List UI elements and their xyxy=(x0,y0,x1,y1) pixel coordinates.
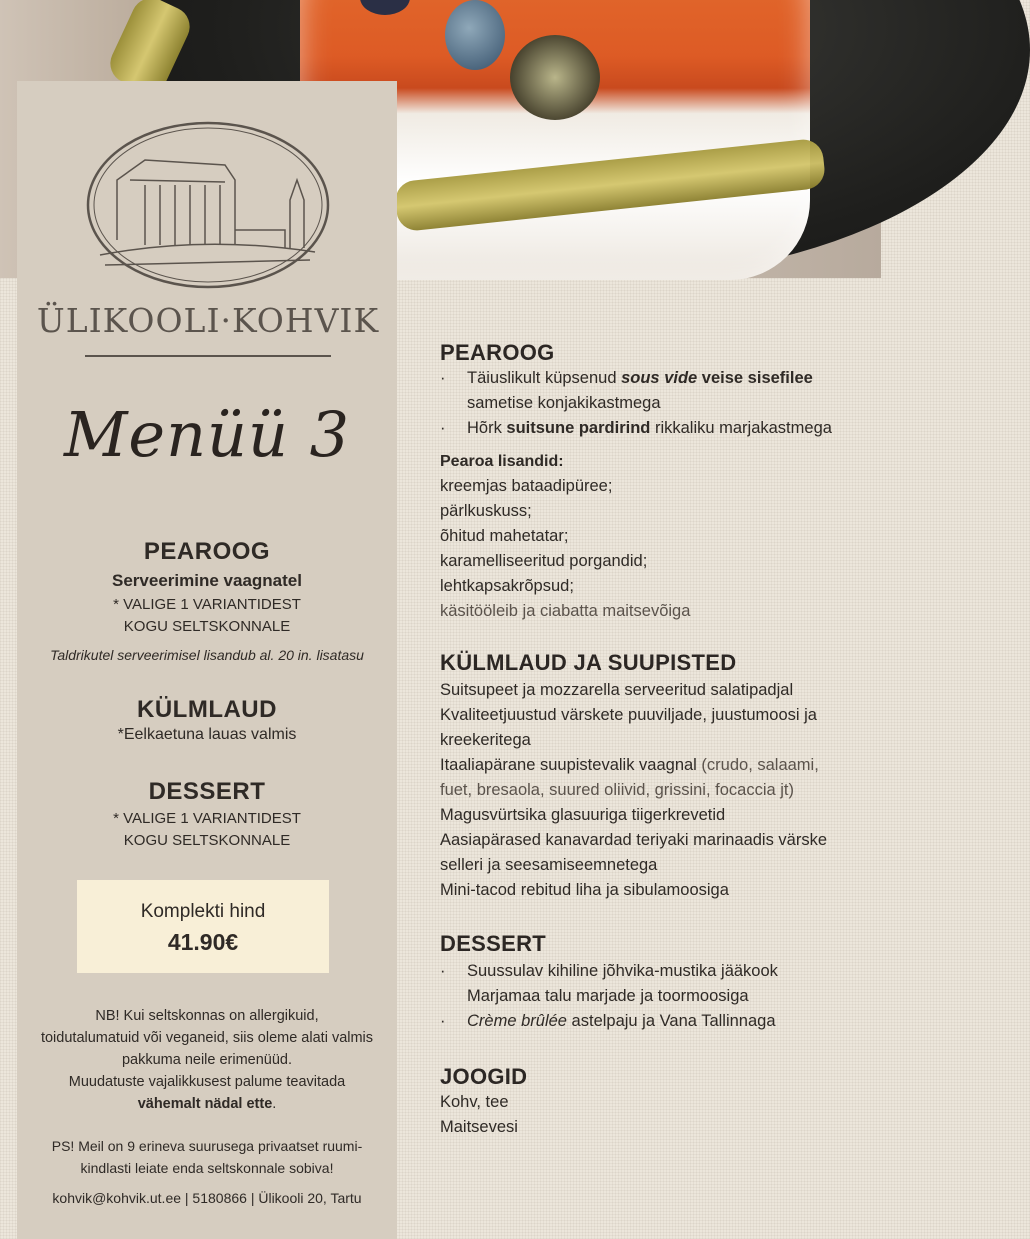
photo-plum xyxy=(510,35,600,120)
price-value: 41.90€ xyxy=(167,929,239,955)
kulmlaud-item: Kvaliteetjuustud värskete puuviljade, juustumoosi ja kreekeritega xyxy=(440,706,817,749)
allergy-note xyxy=(17,1005,397,1115)
left-dessert-title: DESSERT xyxy=(148,778,266,805)
dessert-title: DESSERT xyxy=(440,931,547,956)
right-column xyxy=(440,340,860,1140)
kulmlaud-title: KÜLMLAUD JA SUUPISTED xyxy=(440,650,737,675)
dessert-item-1: · Suussulav kihiline jõhvika-mustika jääkook Marjamaa talu marjade ja toormoosiga xyxy=(440,959,860,1009)
left-pearoog-title: PEAROOG xyxy=(143,538,271,565)
ulikooli-kohvik-logo xyxy=(36,120,380,360)
menu-title: Menüü 3 xyxy=(63,398,351,471)
pearoog-item-1: · Täiuslikult küpsenud sous vide veise sisefilee sametise konjakikastmega xyxy=(440,366,860,416)
left-kulmlaud-title: KÜLMLAUD xyxy=(137,696,277,723)
left-pearoog-subtitle: Serveerimine vaagnatel xyxy=(112,571,302,590)
left-pearoog-line1: * VALIGE 1 VARIANTIDEST xyxy=(113,596,301,613)
bread-item: käsitööleib ja ciabatta maitsevõiga xyxy=(440,602,691,620)
photo-blueberry xyxy=(445,0,505,70)
pearoog-title: PEAROOG xyxy=(440,340,555,365)
kulmlaud-item: Magusvürtsika glasuuriga tiigerkrevetid xyxy=(440,806,726,824)
note-emphasis: vähemalt nädal ette xyxy=(137,1096,273,1112)
left-pearoog-surcharge: Taldrikutel serveerimisel lisandub al. 20 in. lisatasu xyxy=(50,647,364,663)
ps-note xyxy=(17,1135,397,1179)
side-item: karamelliseeritud porgandid; xyxy=(440,552,648,570)
note-line: pakkuma neile erimenüüd. xyxy=(121,1052,293,1068)
dessert-item-2: · Crème brûlée astelpaju ja Vana Tallinnaga xyxy=(440,1009,860,1034)
left-dessert-line2: KOGU SELTSKONNALE xyxy=(123,832,291,849)
price-box xyxy=(77,880,329,973)
joogid-item: Kohv, tee xyxy=(440,1093,509,1111)
side-item: pärlkuskuss; xyxy=(440,502,532,520)
joogid-title: JOOGID xyxy=(440,1064,528,1089)
ps-line: kindlasti leiate enda seltskonnale sobiva! xyxy=(80,1160,334,1176)
price-label: Komplekti hind xyxy=(140,901,266,922)
note-line: vähemalt nädal ette. xyxy=(137,1096,277,1112)
ps-line: PS! Meil on 9 erineva suurusega privaatset ruumi- xyxy=(51,1138,363,1154)
kulmlaud-item: Suitsupeet ja mozzarella serveeritud salatipadjal xyxy=(440,681,794,699)
side-item: õhitud mahetatar; xyxy=(440,527,569,545)
kulmlaud-item: Mini-tacod rebitud liha ja sibulamoosiga xyxy=(440,881,729,899)
note-line: NB! Kui seltskonnas on allergikuid, xyxy=(95,1008,319,1024)
left-dessert-line1: * VALIGE 1 VARIANTIDEST xyxy=(113,810,301,827)
side-item: lehtkapsakrõpsud; xyxy=(440,577,574,595)
pearoog-item-2: · Hõrk suitsune pardirind rikkaliku marjakastmega xyxy=(440,416,860,441)
note-line: toidutalumatuid või veganeid, siis oleme alati valmis xyxy=(40,1030,374,1046)
left-pearoog-line2: KOGU SELTSKONNALE xyxy=(123,618,291,635)
logo-text: ÜLIKOOLI·KOHVIK xyxy=(36,301,380,340)
left-kulmlaud-line1: *Eelkaetuna lauas valmis xyxy=(117,726,297,743)
note-line: Muudatuste vajalikkusest palume teavitada xyxy=(68,1074,346,1090)
side-item: kreemjas bataadipüree; xyxy=(440,477,613,495)
kulmlaud-item: Aasiapärased kanavardad teriyaki marinaadis värske selleri ja seesamiseemnetega xyxy=(440,831,828,874)
contact-info[interactable]: kohvik@kohvik.ut.ee | 5180866 | Ülikooli 20, Tartu xyxy=(52,1190,362,1206)
sides-title: Pearoa lisandid: xyxy=(440,453,564,470)
joogid-item: Maitsevesi xyxy=(440,1118,518,1136)
kulmlaud-item: Itaaliapärane suupistevalik vaagnal (crudo, salaami, fuet, bresaola, suured oliivid, grissini, focaccia jt) xyxy=(440,756,819,799)
